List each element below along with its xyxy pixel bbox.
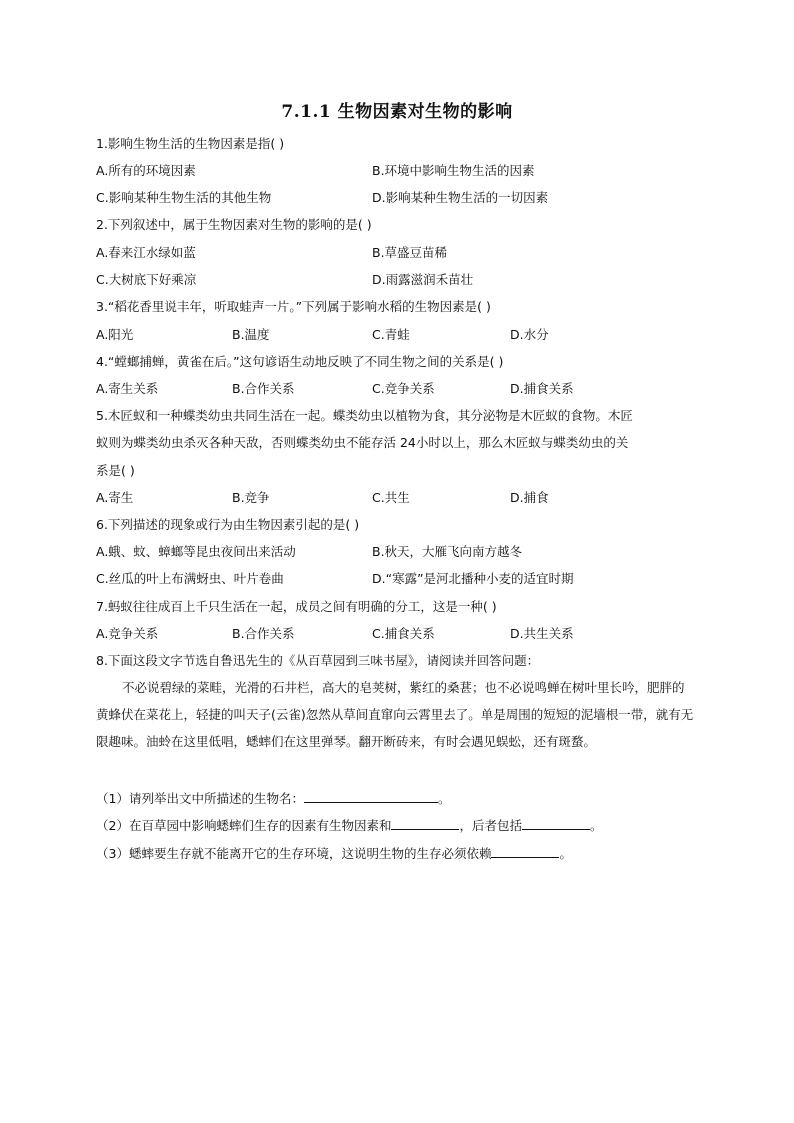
sub-1-prompt: （1）请列举出文中所描述的生物名：: [96, 791, 304, 806]
question-6-option-b: B.秋天，大雁飞向南方越冬: [372, 544, 523, 559]
question-2-option-d: D.雨露滋润禾苗壮: [372, 272, 474, 287]
question-3-stem: 3.“稻花香里说丰年，听取蛙声一片。”下列属于影响水稻的生物因素是( ): [96, 299, 491, 314]
answer-blank-2[interactable]: [391, 817, 459, 830]
question-5-option-d: D.捕食: [510, 490, 549, 505]
question-5-stem-line-2: 蚁则为蝶类幼虫杀灭各种天敌，否则蝶类幼虫不能存活 24小时以上，那么木匠蚁与蝶类幼虫的关: [96, 435, 629, 450]
question-7-stem: 7.蚂蚁往往成百上千只生活在一起，成员之间有明确的分工，这是一种( ): [96, 599, 497, 614]
question-8-stem: 8.下面这段文字节选自鲁迅先生的《从百草园到三味书屋》，请阅读并回答问题：: [96, 653, 540, 668]
question-7-option-a: A.竞争关系: [96, 626, 159, 641]
question-4-option-b: B.合作关系: [232, 381, 295, 396]
question-7-option-d: D.共生关系: [510, 626, 574, 641]
question-1-stem: 1.影响生物生活的生物因素是指( ): [96, 136, 285, 151]
question-5-option-c: C.共生: [372, 490, 410, 505]
question-7-option-c: C.捕食关系: [372, 626, 435, 641]
question-8-sub-2: [96, 817, 603, 834]
question-1-option-d: D.影响某种生物生活的一切因素: [372, 190, 549, 205]
question-5-stem-line-1: 5.木匠蚁和一种蝶类幼虫共同生活在一起。蝶类幼虫以植物为食，其分泌物是木匠蚁的食物。木匠: [96, 408, 633, 423]
question-2-stem: 2.下列叙述中，属于生物因素对生物的影响的是( ): [96, 217, 372, 232]
question-2-option-a: A.春来江水绿如蓝: [96, 245, 196, 260]
question-2-option-b: B.草盛豆苗稀: [372, 245, 448, 260]
sub-1-end: 。: [437, 791, 451, 806]
sub-3-end: 。: [559, 846, 572, 861]
page-title: 7.1.1 生物因素对生物的影响: [281, 102, 513, 122]
question-5-option-a: A.寄生: [96, 490, 134, 505]
question-4-option-a: A.寄生关系: [96, 381, 159, 396]
question-1-option-c: C.影响某种生物生活的其他生物: [96, 190, 272, 205]
sub-2-end: 。: [589, 818, 603, 833]
question-6-option-a: A.蛾、蚊、蟑螂等昆虫夜间出来活动: [96, 544, 296, 559]
question-3-option-c: C.青蛙: [372, 327, 410, 342]
sub-2-prompt: （2）在百草园中影响蟋蟀们生存的因素有生物因素和: [96, 818, 392, 833]
question-8-passage: [96, 674, 696, 756]
question-1-option-a: A.所有的环境因素: [96, 163, 196, 178]
question-4-option-d: D.捕食关系: [510, 381, 574, 396]
question-6-stem: 6.下列描述的现象或行为由生物因素引起的是( ): [96, 517, 360, 532]
question-5-stem-line-3: 系是( ): [96, 463, 135, 478]
answer-blank-4[interactable]: [491, 845, 559, 858]
sub-2-middle: ，后者包括: [459, 818, 522, 833]
question-3-option-b: B.温度: [232, 327, 270, 342]
question-8-sub-3: [96, 845, 572, 862]
sub-3-prompt: （3）蟋蟀要生存就不能离开它的生存环境，这说明生物的生存必须依赖: [96, 846, 492, 861]
answer-blank-3[interactable]: [522, 817, 590, 830]
answer-blank-1[interactable]: [304, 790, 438, 803]
passage-text: 不必说碧绿的菜畦，光滑的石井栏，高大的皂荚树，紫红的桑葚；也不必说鸣蝉在树叶里长吟，肥胖的黄蜂伏在菜花上，轻捷的叫天子(云雀)忽然从草间直窜向云霄里去了。单是周围的短短的泥墙根一带，就有无限趣味。油蛉在这里低唱，蟋蟀们在这里弹琴。翻开断砖来，有时会遇见蜈蚣，还有斑蝥。: [96, 680, 694, 750]
question-4-stem: 4.“螳螂捕蝉，黄雀在后。”这句谚语生动地反映了不同生物之间的关系是( ): [96, 354, 504, 369]
question-6-option-c: C.丝瓜的叶上布满蚜虫、叶片卷曲: [96, 571, 284, 586]
question-2-option-c: C.大树底下好乘凉: [96, 272, 197, 287]
question-6-option-d: D.“寒露”是河北播种小麦的适宜时期: [372, 571, 574, 586]
question-8-sub-1: [96, 790, 450, 807]
question-3-option-d: D.水分: [510, 327, 549, 342]
question-7-option-b: B.合作关系: [232, 626, 295, 641]
question-3-option-a: A.阳光: [96, 327, 134, 342]
question-4-option-c: C.竞争关系: [372, 381, 435, 396]
question-5-option-b: B.竞争: [232, 490, 270, 505]
question-1-option-b: B.环境中影响生物生活的因素: [372, 163, 535, 178]
